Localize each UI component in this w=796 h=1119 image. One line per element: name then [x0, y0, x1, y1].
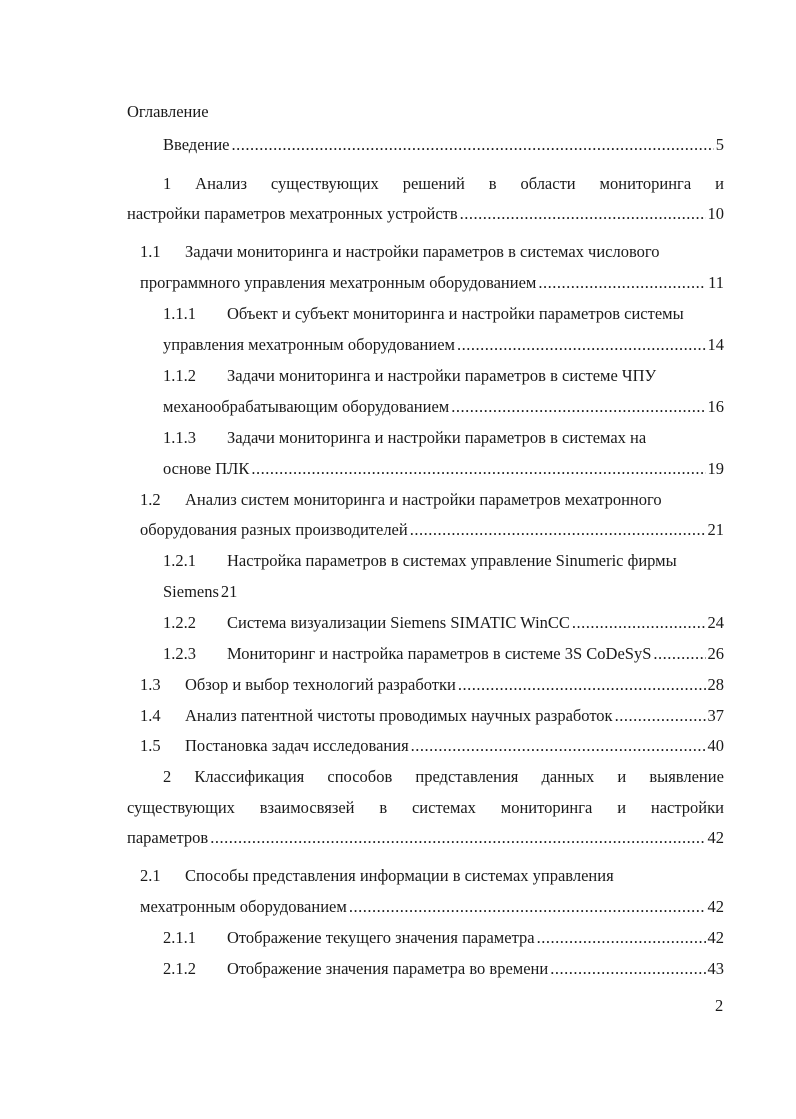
- toc-leader-dots: [232, 133, 714, 157]
- toc-entry-1-2-1-line1: [163, 549, 677, 573]
- toc-entry-page: 14: [707, 335, 724, 354]
- toc-entry-1-2-line1: [140, 488, 662, 512]
- toc-entry-number: 2.1: [140, 866, 161, 885]
- toc-entry-ch1-line1: [163, 172, 724, 196]
- toc-entry-page: 16: [707, 397, 724, 416]
- toc-entry-1-1-2-line2: [163, 395, 724, 419]
- toc-entry-1-5: [140, 734, 724, 758]
- toc-entry-page: 26: [707, 644, 724, 663]
- toc-entry-intro: [163, 133, 724, 157]
- toc-entry-title: Обзор и выбор технологий разработки: [185, 675, 456, 694]
- toc-entry-1-1-line2: [140, 271, 724, 295]
- toc-entry-number: 1.2.3: [163, 644, 196, 663]
- toc-entry-page: 21: [707, 520, 724, 539]
- toc-leader-dots: [538, 271, 706, 295]
- toc-word: в: [488, 174, 497, 193]
- toc-entry-number: 2.1.1: [163, 928, 196, 947]
- toc-entry-number: 1.2.1: [163, 551, 196, 570]
- toc-entry-title: оборудования разных производителей: [140, 520, 408, 539]
- toc-heading: Оглавление: [127, 102, 209, 121]
- toc-entry-title: Введение: [163, 135, 230, 154]
- toc-leader-dots: [537, 926, 706, 950]
- toc-entry-page: 40: [707, 736, 724, 755]
- toc-word: мониторинга: [599, 174, 692, 193]
- toc-entry-ch1-line2: [127, 202, 724, 226]
- toc-word: существующих: [270, 174, 379, 193]
- page-number: 2: [715, 996, 724, 1015]
- toc-entry-number: 1.2.2: [163, 613, 196, 632]
- toc-entry-number: 1.1: [140, 242, 161, 261]
- toc-entry-title: механообрабатывающим оборудованием: [163, 397, 450, 416]
- toc-entry-title: Отображение значения параметра во времени: [227, 959, 549, 978]
- toc-entry-number: 2: [163, 767, 172, 786]
- toc-leader-dots: [410, 518, 706, 542]
- toc-leader-dots: [411, 734, 706, 758]
- toc-word: выявление: [649, 767, 724, 786]
- toc-entry-title: Мониторинг и настройка параметров в системе 3S CoDeSyS: [227, 644, 652, 663]
- toc-leader-dots: [210, 826, 705, 850]
- toc-entry-title: Задачи мониторинга и настройки параметров в системах на: [227, 428, 647, 447]
- toc-word: существующих: [127, 798, 235, 817]
- toc-entry-2-1-2: [163, 957, 724, 981]
- toc-entry-2-1-line2: [140, 895, 724, 919]
- toc-word: данных: [541, 767, 595, 786]
- toc-leader-dots: [451, 395, 705, 419]
- toc-entry-1-3: [140, 673, 724, 697]
- toc-entry-2-1-1: [163, 926, 724, 950]
- toc-entry-number: 1.1.1: [163, 304, 196, 323]
- toc-word: способов: [327, 767, 393, 786]
- toc-entry-number: 1.3: [140, 675, 161, 694]
- toc-leader-dots: [457, 333, 706, 357]
- toc-leader-dots: [458, 673, 706, 697]
- toc-entry-number: 1.4: [140, 706, 161, 725]
- toc-word: решений: [402, 174, 465, 193]
- toc-entry-page: 43: [707, 959, 724, 978]
- toc-leader-dots: [349, 895, 706, 919]
- toc-entry-page: 42: [707, 928, 724, 947]
- toc-entry-page: 37: [707, 706, 724, 725]
- toc-entry-title: Постановка задач исследования: [185, 736, 409, 755]
- toc-entry-title: программного управления мехатронным оборудованием: [140, 273, 537, 292]
- toc-entry-title: Анализ систем мониторинга и настройки параметров мехатронного: [185, 490, 662, 509]
- toc-entry-ch2-line2: [127, 796, 724, 820]
- toc-entry-title: управления мехатронным оборудованием: [163, 335, 455, 354]
- toc-word: мониторинга: [500, 798, 593, 817]
- toc-word: и: [715, 174, 724, 193]
- toc-leader-dots: [572, 611, 706, 635]
- toc-entry-title: Отображение текущего значения параметра: [227, 928, 535, 947]
- toc-entry-page: 28: [707, 675, 724, 694]
- toc-entry-title: Задачи мониторинга и настройки параметров в системе ЧПУ: [227, 366, 657, 385]
- toc-entry-1-2-line2: [140, 518, 724, 542]
- toc-entry-title: Настройка параметров в системах управление Sinumeric фирмы: [227, 551, 677, 570]
- toc-entry-number: 1.1.3: [163, 428, 196, 447]
- toc-entry-page: 5: [715, 135, 724, 154]
- toc-word: системах: [411, 798, 476, 817]
- toc-entry-title: Способы представления информации в системах управления: [185, 866, 614, 885]
- toc-entry-title: основе ПЛК: [163, 459, 250, 478]
- toc-entry-page: 21: [220, 582, 238, 601]
- toc-entry-title: Система визуализации Siemens SIMATIC WinCC: [227, 613, 570, 632]
- toc-entry-page: 10: [707, 204, 724, 223]
- toc-entry-1-2-1-line2: [163, 580, 237, 604]
- toc-word: настройки: [650, 798, 724, 817]
- toc-leader-dots: [653, 642, 705, 666]
- toc-entry-number: 1.1.2: [163, 366, 196, 385]
- toc-entry-2-1-line1: [140, 864, 614, 888]
- toc-entry-number: 1.5: [140, 736, 161, 755]
- toc-word: взаимосвязей: [259, 798, 355, 817]
- toc-entry-title: Siemens: [163, 582, 219, 601]
- toc-entry-1-1-1-line1: [163, 302, 684, 326]
- toc-entry-1-2-2: [163, 611, 724, 635]
- toc-entry-ch2-line1: [163, 765, 724, 789]
- toc-word: и: [617, 798, 627, 817]
- toc-entry-title: мехатронным оборудованием: [140, 897, 347, 916]
- toc-entry-1-1-3-line2: [163, 457, 724, 481]
- toc-leader-dots: [251, 457, 705, 481]
- toc-entry-page: 11: [708, 273, 724, 292]
- toc-word: в: [379, 798, 388, 817]
- toc-entry-title: параметров: [127, 828, 209, 847]
- toc-entry-1-1-3-line1: [163, 426, 646, 450]
- toc-entry-title: Анализ патентной чистоты проводимых научных разработок: [185, 706, 613, 725]
- toc-entry-page: 19: [707, 459, 724, 478]
- toc-entry-title: настройки параметров мехатронных устройств: [127, 204, 458, 223]
- toc-word: Анализ: [195, 174, 247, 193]
- toc-entry-page: 42: [707, 828, 724, 847]
- toc-word: области: [520, 174, 576, 193]
- toc-entry-title: Задачи мониторинга и настройки параметров в системах числового: [185, 242, 660, 261]
- toc-entry-1-1-2-line1: [163, 364, 656, 388]
- toc-leader-dots: [460, 202, 706, 226]
- toc-entry-ch2-line3: [127, 826, 724, 850]
- toc-entry-title: Объект и субъект мониторинга и настройки параметров системы: [227, 304, 684, 323]
- toc-entry-1-4: [140, 704, 724, 728]
- toc-entry-page: 24: [707, 613, 724, 632]
- toc-entry-number: 1.2: [140, 490, 161, 509]
- toc-entry-number: 1: [163, 174, 172, 193]
- toc-entry-1-1-1-line2: [163, 333, 724, 357]
- toc-word: представления: [415, 767, 519, 786]
- toc-entry-number: 2.1.2: [163, 959, 196, 978]
- toc-entry-1-2-3: [163, 642, 724, 666]
- toc-entry-page: 42: [707, 897, 724, 916]
- toc-entry-1-1-line1: [140, 240, 660, 264]
- toc-leader-dots: [550, 957, 705, 981]
- toc-word: Классификация: [194, 767, 305, 786]
- toc-leader-dots: [615, 704, 706, 728]
- toc-word: и: [617, 767, 627, 786]
